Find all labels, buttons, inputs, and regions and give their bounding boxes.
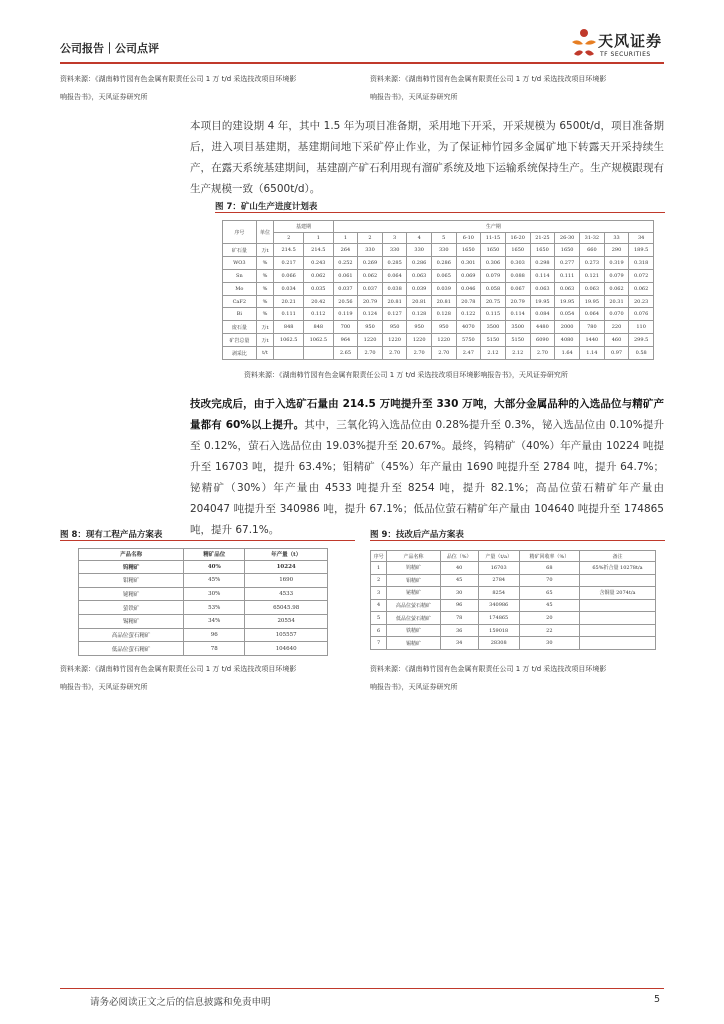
table-row [223, 257, 654, 270]
table-cell: 950 [382, 321, 407, 334]
table-cell: 5150 [481, 334, 506, 347]
table-cell: 0.064 [580, 308, 605, 321]
table-cell: 高品位萤石精矿 [387, 599, 440, 612]
table-cell: 0.217 [274, 257, 304, 270]
table-cell: 20.79 [505, 295, 530, 308]
table-row [79, 601, 328, 615]
table-cell: 16703 [478, 562, 519, 575]
table-cell: 20 [519, 612, 579, 625]
table-row [223, 334, 654, 347]
table-cell: 2.12 [481, 347, 506, 360]
table-cell: 78 [440, 612, 478, 625]
table-cell: 0.115 [481, 308, 506, 321]
table-cell: 2.12 [505, 347, 530, 360]
table-cell: 0.070 [604, 308, 629, 321]
table-cell: 30% [184, 587, 245, 601]
table-cell: 0.306 [481, 257, 506, 270]
table-cell: 1.64 [555, 347, 580, 360]
table-cell: 5150 [505, 334, 530, 347]
header-divider [60, 62, 664, 64]
table-cell: 40% [184, 560, 245, 574]
period-header: 4 [407, 232, 432, 244]
table-cell: 0.062 [629, 282, 654, 295]
table-header: 品位（%） [440, 551, 478, 562]
table-cell: 萤铁矿 [79, 601, 184, 615]
table-cell: 2.47 [456, 347, 481, 360]
table-cell: 0.112 [304, 308, 334, 321]
period-header: 3 [382, 232, 407, 244]
table-row [223, 282, 654, 295]
table-cell [580, 574, 656, 587]
table-cell: 340986 [478, 599, 519, 612]
table-cell [274, 347, 304, 360]
period-header: 6-10 [456, 232, 481, 244]
table-cell: 5750 [456, 334, 481, 347]
table-cell: 3500 [505, 321, 530, 334]
table-cell: 0.273 [580, 257, 605, 270]
source-note-figure-7: 资料来源：《湖南柿竹园有色金属有限责任公司 1 万 t/d 采选技改项目环境影响报告书》，天风证券研究所 [244, 371, 568, 379]
table-cell: 780 [580, 321, 605, 334]
table-cell: 1650 [530, 244, 555, 257]
row-unit: 万t [256, 334, 274, 347]
table-cell: 0.062 [358, 269, 383, 282]
table-cell: 锡精矿 [79, 615, 184, 629]
table-cell: 0.062 [604, 282, 629, 295]
table-cell: 45 [440, 574, 478, 587]
figure-8-title: 图 8：现有工程产品方案表 [60, 530, 163, 540]
table-cell: 53% [184, 601, 245, 615]
source-note-top-right: 资料来源：《湖南柿竹园有色金属有限责任公司 1 万 t/d 采选技改项目环境影 响报告书》，天风证券研究所 [370, 75, 607, 101]
table-cell: 0.285 [382, 257, 407, 270]
table-cell: 20.56 [333, 295, 358, 308]
table-cell: 159018 [478, 624, 519, 637]
table-cell: 20.42 [304, 295, 334, 308]
table-cell: 0.061 [333, 269, 358, 282]
table-cell: 950 [407, 321, 432, 334]
table-cell: 1 [371, 562, 387, 575]
table-cell: 2.70 [530, 347, 555, 360]
table-cell: 28308 [478, 637, 519, 650]
table-cell: 1690 [245, 574, 328, 588]
table-cell: 0.037 [333, 282, 358, 295]
table-cell [580, 637, 656, 650]
table-cell: 20554 [245, 615, 328, 629]
row-unit: 万t [256, 321, 274, 334]
page-header-title: 公司报告｜公司点评 [60, 42, 159, 55]
table-header: 生产期 [333, 221, 653, 233]
table-cell: 45% [184, 574, 245, 588]
table-cell: 30 [519, 637, 579, 650]
table-row [371, 612, 656, 625]
figure-8-rule [60, 540, 355, 541]
table-cell: 3 [371, 587, 387, 600]
table-row [371, 574, 656, 587]
row-unit: % [256, 269, 274, 282]
table-cell: 1650 [481, 244, 506, 257]
table-cell: 1650 [555, 244, 580, 257]
table-cell: 钨精矿 [387, 562, 440, 575]
footer-disclaimer: 请务必阅读正文之后的信息披露和免责申明 [90, 997, 271, 1008]
table-row [223, 308, 654, 321]
table-cell: 0.119 [333, 308, 358, 321]
table-cell: 0.252 [333, 257, 358, 270]
table-cell: 0.128 [431, 308, 456, 321]
table-cell: 0.076 [629, 308, 654, 321]
table-row [79, 642, 328, 656]
page-number: 5 [654, 994, 661, 1005]
table-row [223, 321, 654, 334]
table-cell: 1650 [456, 244, 481, 257]
source-note-bottom-right: 资料来源：《湖南柿竹园有色金属有限责任公司 1 万 t/d 采选技改项目环境影 响报告书》，天风证券研究所 [370, 665, 607, 691]
period-header: 5 [431, 232, 456, 244]
logo-text-en: TF SECURITIES [600, 51, 651, 58]
table-cell: 848 [274, 321, 304, 334]
table-header: 产品名称 [387, 551, 440, 562]
table-cell: 20.81 [382, 295, 407, 308]
table-cell: 4 [371, 599, 387, 612]
figure-7-title: 图 7：矿山生产进度计划表 [215, 202, 318, 212]
table-cell: 0.303 [505, 257, 530, 270]
period-header: 34 [629, 232, 654, 244]
table-cell: 1440 [580, 334, 605, 347]
table-cell: 0.301 [456, 257, 481, 270]
table-cell [580, 624, 656, 637]
table-cell: 1220 [407, 334, 432, 347]
table-cell: 0.243 [304, 257, 334, 270]
table-header: 备注 [580, 551, 656, 562]
table-cell: 7 [371, 637, 387, 650]
row-label: 矿石量 [223, 244, 257, 257]
table-header: 序号 [371, 551, 387, 562]
table-cell: 0.035 [304, 282, 334, 295]
table-cell [580, 599, 656, 612]
table-cell: 钼精矿 [387, 574, 440, 587]
table-cell: 低品位萤石精矿 [387, 612, 440, 625]
table-cell: 0.037 [358, 282, 383, 295]
table-cell: 0.034 [274, 282, 304, 295]
period-header: 21-25 [530, 232, 555, 244]
table-cell: 34% [184, 615, 245, 629]
table-cell: 0.286 [431, 257, 456, 270]
table-cell: 铋精矿 [387, 587, 440, 600]
table-cell: 65%折合量 10278t/a [580, 562, 656, 575]
logo-mark-icon [570, 28, 598, 62]
table-cell [580, 612, 656, 625]
table-cell: 0.286 [407, 257, 432, 270]
table-cell: 2 [371, 574, 387, 587]
table-cell: 105557 [245, 628, 328, 642]
figure-9-table [370, 550, 656, 650]
table-cell: 0.111 [555, 269, 580, 282]
period-header: 16-20 [505, 232, 530, 244]
table-cell: 0.065 [431, 269, 456, 282]
table-cell: 19.95 [530, 295, 555, 308]
period-header: 1 [304, 232, 334, 244]
table-row [371, 599, 656, 612]
table-cell: 68 [519, 562, 579, 575]
table-cell: 锡精矿 [387, 637, 440, 650]
table-cell: 0.079 [604, 269, 629, 282]
table-cell: 2784 [478, 574, 519, 587]
table-cell: 0.063 [555, 282, 580, 295]
source-note-bottom-left: 资料来源：《湖南柿竹园有色金属有限责任公司 1 万 t/d 采选技改项目环境影 响报告书》，天风证券研究所 [60, 665, 297, 691]
table-header: 年产量（t） [245, 549, 328, 561]
table-cell: 1062.5 [304, 334, 334, 347]
table-cell: 19.95 [580, 295, 605, 308]
table-cell: 0.039 [431, 282, 456, 295]
table-cell: 0.069 [456, 269, 481, 282]
table-cell: 0.072 [629, 269, 654, 282]
table-cell: 660 [580, 244, 605, 257]
table-cell: 4533 [245, 587, 328, 601]
table-cell: 2.70 [431, 347, 456, 360]
table-row [79, 560, 328, 574]
table-cell: 1220 [382, 334, 407, 347]
table-cell: 20.78 [456, 295, 481, 308]
paragraph-2-text: 其中，三氧化钨入选品位由 0.28%提升至 0.3%，铋入选品位由 0.10%提升至 0.12%，萤石入选品位由 19.03%提升至 20.67%。最终，钨精矿（40%）年产量由 10224 吨提升至 16703 吨，提升 63.4%；钼精矿（45%）年产量由 1690 吨提升至 2784 吨，提升 64.7%；铋精矿（30%）年产量由 4533 吨提升至 8254 吨，提升 82.1%；高品位萤石精矿年产量由 204047 吨提升至 340986 吨，提升 67.1%；低品位萤石精矿年产量由 104640 吨提升至 174865 吨，提升 67.1%。 [190, 419, 664, 536]
table-cell: 65 [519, 587, 579, 600]
table-cell: 950 [358, 321, 383, 334]
table-cell: 0.058 [481, 282, 506, 295]
table-cell: 0.298 [530, 257, 555, 270]
table-cell: 330 [407, 244, 432, 257]
table-header: 产品名称 [79, 549, 184, 561]
table-cell: 330 [382, 244, 407, 257]
table-cell: 0.063 [580, 282, 605, 295]
table-cell: 1220 [358, 334, 383, 347]
body-paragraph-2 [190, 394, 664, 541]
company-logo [570, 28, 680, 62]
table-row [223, 295, 654, 308]
table-row [371, 562, 656, 575]
period-header: 2 [274, 232, 304, 244]
period-header: 2 [358, 232, 383, 244]
table-cell: 330 [431, 244, 456, 257]
table-cell: 2.70 [382, 347, 407, 360]
table-cell: 0.111 [274, 308, 304, 321]
table-cell: 40 [440, 562, 478, 575]
row-unit: % [256, 257, 274, 270]
table-cell: 4080 [555, 334, 580, 347]
table-header: 产量（t/a） [478, 551, 519, 562]
table-cell: 0.066 [274, 269, 304, 282]
table-cell: 264 [333, 244, 358, 257]
row-unit: % [256, 295, 274, 308]
row-unit: % [256, 308, 274, 321]
period-header: 31-32 [580, 232, 605, 244]
table-header: 序号 [223, 221, 257, 244]
table-row [79, 628, 328, 642]
table-cell: 20.31 [604, 295, 629, 308]
period-header: 33 [604, 232, 629, 244]
table-cell: 19.95 [555, 295, 580, 308]
table-cell: 174865 [478, 612, 519, 625]
table-cell: 0.079 [481, 269, 506, 282]
table-cell: 高品位萤石精矿 [79, 628, 184, 642]
logo-text: 天风证券 [598, 32, 663, 50]
table-cell: 4070 [456, 321, 481, 334]
table-cell: 20.79 [358, 295, 383, 308]
table-cell: 0.062 [304, 269, 334, 282]
table-cell: 96 [184, 628, 245, 642]
table-cell: 110 [629, 321, 654, 334]
table-cell: 950 [431, 321, 456, 334]
table-cell: 8254 [478, 587, 519, 600]
table-row [223, 347, 654, 360]
table-cell: 0.088 [505, 269, 530, 282]
figure-9-title: 图 9：技改后产品方案表 [370, 530, 464, 540]
table-cell: 30 [440, 587, 478, 600]
table-cell: 0.128 [407, 308, 432, 321]
table-cell: 96 [440, 599, 478, 612]
period-header: 1 [333, 232, 358, 244]
table-cell: 20.81 [431, 295, 456, 308]
table-cell: 0.97 [604, 347, 629, 360]
figure-7-table [222, 220, 654, 360]
table-cell: 0.114 [530, 269, 555, 282]
table-cell: 330 [358, 244, 383, 257]
figure-9-rule [370, 540, 665, 541]
body-paragraph-1: 本项目的建设期 4 年，其中 1.5 年为项目准备期，采用地下开采，开采规模为 6500t/d，项目准备期后，进入项目基建期，基建期间地下采矿停止作业，为了保证柿竹园多金属矿地下转露天开采持续生产，在露天系统基建期间，基建副产矿石利用现有溜矿系统及地下运输系统保持生产。生产规模跟现有生产规模一致（6500t/d）。 [190, 120, 664, 195]
row-unit: 万t [256, 244, 274, 257]
table-cell: 5 [371, 612, 387, 625]
row-label: 剥采比 [223, 347, 257, 360]
table-cell: 0.121 [580, 269, 605, 282]
table-cell: 290 [604, 244, 629, 257]
table-cell: 1062.5 [274, 334, 304, 347]
row-label: 废石量 [223, 321, 257, 334]
table-row [79, 587, 328, 601]
table-header: 基建期 [274, 221, 333, 233]
table-cell: 1.14 [580, 347, 605, 360]
table-cell: 2000 [555, 321, 580, 334]
row-unit: t/t [256, 347, 274, 360]
table-cell: 65045.98 [245, 601, 328, 615]
table-cell: 189.5 [629, 244, 654, 257]
table-cell: 36 [440, 624, 478, 637]
table-cell: 0.122 [456, 308, 481, 321]
table-cell: 220 [604, 321, 629, 334]
table-cell [304, 347, 334, 360]
table-cell: 0.277 [555, 257, 580, 270]
table-cell: 0.039 [407, 282, 432, 295]
table-cell: 低品位萤石精矿 [79, 642, 184, 656]
table-cell: 700 [333, 321, 358, 334]
table-row [223, 269, 654, 282]
row-label: 矿岩总量 [223, 334, 257, 347]
table-cell: 0.067 [505, 282, 530, 295]
table-row [223, 244, 654, 257]
row-label: Bi [223, 308, 257, 321]
table-cell: 6090 [530, 334, 555, 347]
table-cell: 铁精矿 [387, 624, 440, 637]
table-row [371, 587, 656, 600]
table-cell: 20.75 [481, 295, 506, 308]
table-cell: 22 [519, 624, 579, 637]
table-cell: 460 [604, 334, 629, 347]
table-cell: 214.5 [304, 244, 334, 257]
table-cell: 34 [440, 637, 478, 650]
table-cell: 104640 [245, 642, 328, 656]
table-row [79, 615, 328, 629]
table-cell: 1220 [431, 334, 456, 347]
table-cell: 20.21 [274, 295, 304, 308]
row-label: WO3 [223, 257, 257, 270]
period-header: 11-15 [481, 232, 506, 244]
table-cell: 20.23 [629, 295, 654, 308]
table-cell: 3500 [481, 321, 506, 334]
figure-7-rule [215, 212, 665, 213]
table-cell: 70 [519, 574, 579, 587]
table-row [371, 624, 656, 637]
table-cell: 0.124 [358, 308, 383, 321]
table-row [371, 637, 656, 650]
table-cell: 6 [371, 624, 387, 637]
table-cell: 78 [184, 642, 245, 656]
table-cell: 0.054 [555, 308, 580, 321]
period-header: 26-30 [555, 232, 580, 244]
table-cell: 2.65 [333, 347, 358, 360]
table-header: 单位 [256, 221, 274, 244]
row-label: Sn [223, 269, 257, 282]
table-cell: 10224 [245, 560, 328, 574]
table-cell: 0.58 [629, 347, 654, 360]
table-cell: 45 [519, 599, 579, 612]
table-cell: 964 [333, 334, 358, 347]
table-cell: 299.5 [629, 334, 654, 347]
table-cell: 0.127 [382, 308, 407, 321]
table-cell: 0.269 [358, 257, 383, 270]
table-cell: 2.70 [407, 347, 432, 360]
table-cell: 1650 [505, 244, 530, 257]
table-cell: 钨精矿 [79, 560, 184, 574]
table-cell: 0.063 [530, 282, 555, 295]
table-cell: 214.5 [274, 244, 304, 257]
table-cell: 0.318 [629, 257, 654, 270]
table-cell: 0.063 [407, 269, 432, 282]
table-cell: 0.046 [456, 282, 481, 295]
table-cell: 0.319 [604, 257, 629, 270]
table-cell: 0.064 [382, 269, 407, 282]
table-cell: 20.81 [407, 295, 432, 308]
row-label: Mo [223, 282, 257, 295]
table-cell: 含铜量 2074t/a [580, 587, 656, 600]
table-header: 精矿回收率（%） [519, 551, 579, 562]
table-cell: 0.038 [382, 282, 407, 295]
source-note-top-left: 资料来源：《湖南柿竹园有色金属有限责任公司 1 万 t/d 采选技改项目环境影 响报告书》，天风证券研究所 [60, 75, 297, 101]
table-header: 精矿品位 [184, 549, 245, 561]
table-cell: 钼精矿 [79, 574, 184, 588]
row-unit: % [256, 282, 274, 295]
table-cell: 铋精矿 [79, 587, 184, 601]
table-row [79, 574, 328, 588]
table-cell: 0.114 [505, 308, 530, 321]
figure-8-table [78, 548, 328, 656]
table-cell: 2.70 [358, 347, 383, 360]
footer-divider [60, 988, 664, 989]
paragraph-2-highlight: 技改完成后，由于入选矿石量由 214.5 万吨提升至 330 万吨，大部分金属品种的入选品位与精矿产量都有 60%以上提升。 [190, 398, 664, 431]
table-cell: 4480 [530, 321, 555, 334]
row-label: CaF2 [223, 295, 257, 308]
table-cell: 848 [304, 321, 334, 334]
table-cell: 0.084 [530, 308, 555, 321]
